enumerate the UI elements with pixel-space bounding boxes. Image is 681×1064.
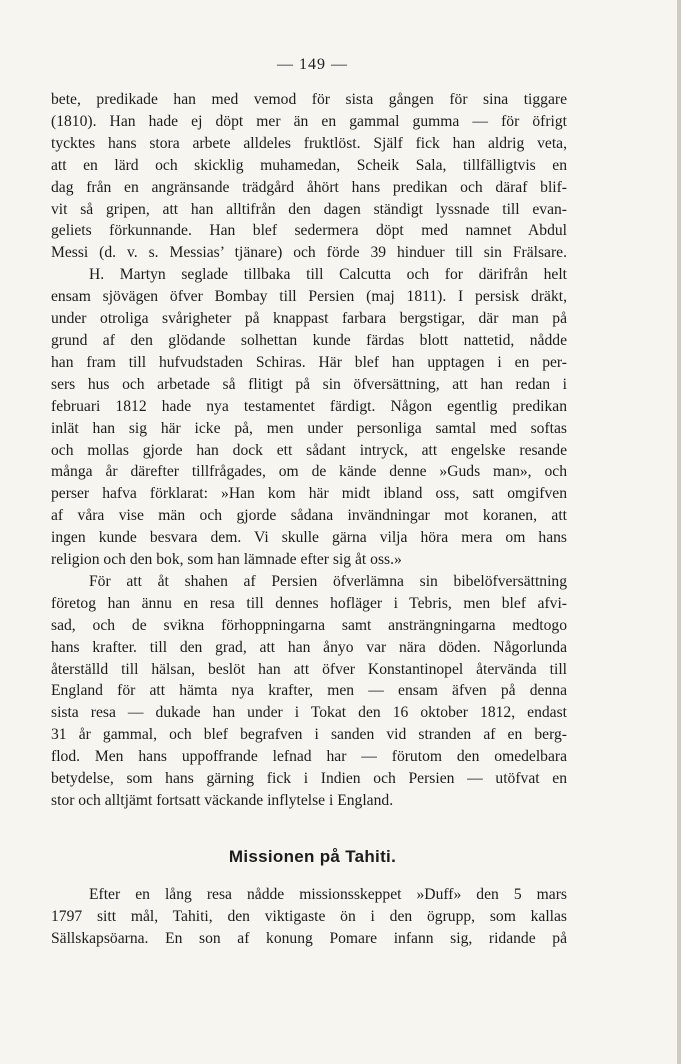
- text-line: religion och den bok, som han lämnade efter sig åt oss.»: [51, 551, 402, 569]
- text-line: Messi (d. v. s. Messias’ tjänare) och förde 39 hinduer till sin Frälsare.: [51, 244, 567, 262]
- text-line: bete, predikade han med vemod för sista gången för sina tiggare: [51, 91, 567, 108]
- body-text-section-2: [51, 884, 567, 950]
- text-line: stor och alltjämt fortsatt väckande inflytelse i England.: [51, 792, 394, 809]
- body-text-section-1: [51, 89, 567, 812]
- text-line: Efter en lång resa nådde missionsskeppet »Duff» den 5 mars: [89, 886, 567, 903]
- text-line: ensam sjövägen öfver Bombay till Persien (maj 1811). I persisk dräkt,: [51, 288, 567, 306]
- text-line: återställd till hälsan, beslöt han att öfver Konstantinopel återvända till: [51, 660, 567, 678]
- text-line: perser hafva förklarat: »Han kom här midt ibland oss, satt omgifven: [51, 485, 567, 503]
- text-line: geliets förkunnande. Han blef sedermera döpt med namnet Abdul: [51, 222, 567, 240]
- text-line: betydelse, som hans gärning fick i Indien och Persien — utöfvat en: [51, 770, 567, 788]
- text-line: 31 år gammal, och blef begrafven i sanden vid stranden af en berg-: [51, 726, 567, 744]
- text-line: företog han ännu en resa till dennes hofläger i Tebris, men blef afvi-: [51, 594, 567, 612]
- text-line: han fram till hufvudstaden Schiras. Här blef han upptagen i en per-: [51, 353, 567, 371]
- text-line: inlät han sig här icke på, men under personliga samtal med softas: [51, 419, 567, 437]
- text-line: sad, och de svikna förhoppningarna samt ansträngningarna medtogo: [51, 616, 567, 634]
- page-edge: [677, 0, 681, 1064]
- text-line: ingen kunde besvara dem. Vi skulle gärna vilja höra mera om hans: [51, 529, 567, 547]
- text-line: H. Martyn seglade tillbaka till Calcutta och for därifrån helt: [89, 266, 567, 284]
- section-heading: Missionen på Tahiti.: [228, 847, 397, 866]
- text-line: att en lärd och skicklig muhamedan, Scheik Sala, tillfälligtvis en: [51, 156, 567, 174]
- text-line: 1797 sitt mål, Tahiti, den viktigaste ön i den ögrupp, som kallas: [51, 907, 567, 925]
- text-line: och mollas gjorde han dock ett sådant intryck, att engelske resande: [51, 441, 567, 459]
- text-line: af våra vise män och gjorde sådana invändningar mot koranen, att: [51, 507, 567, 525]
- text-line: under otroliga svårigheter på knappast farbara bergstigar, där man på: [51, 310, 567, 328]
- text-line: grund af den glödande solhettan kunde färdas blott nattetid, nådde: [51, 331, 567, 349]
- text-line: sista resa — dukade han under i Tokat den 16 oktober 1812, endast: [51, 704, 567, 722]
- text-line: hans krafter. till den grad, att han ånyo var nära döden. Någorlunda: [51, 638, 567, 656]
- text-line: många år därefter tillfrågades, om de kände denne »Guds man», och: [51, 463, 567, 481]
- page-number: — 149 —: [277, 56, 348, 73]
- text-line: (1810). Han hade ej döpt mer än en gammal gumma — för öfrigt: [51, 112, 567, 130]
- text-line: För att åt shahen af Persien öfverlämna sin bibelöfversättning: [89, 572, 567, 590]
- text-line: vit så gripen, att han alltifrån den dagen ständigt lyssnade till evan-: [51, 200, 567, 218]
- text-line: sers hus och arbetade så flitigt på sin öfversättning, att han redan i: [51, 375, 567, 393]
- text-line: flod. Men hans uppoffrande lefnad har — förutom den omedelbara: [51, 748, 567, 766]
- text-line: Sällskapsöarna. En son af konung Pomare infann sig, ridande på: [51, 929, 567, 947]
- text-line: februari 1812 hade nya testamentet färdigt. Någon egentlig predikan: [51, 397, 567, 415]
- text-line: tycktes hans stora arbete alldeles fruktlöst. Själf fick han aldrig veta,: [51, 134, 567, 152]
- text-line: dag från en angränsande trädgård åhört hans predikan och däraf blif-: [51, 178, 567, 196]
- text-line: England för att hämta nya krafter, men — ensam äfven på denna: [51, 682, 567, 700]
